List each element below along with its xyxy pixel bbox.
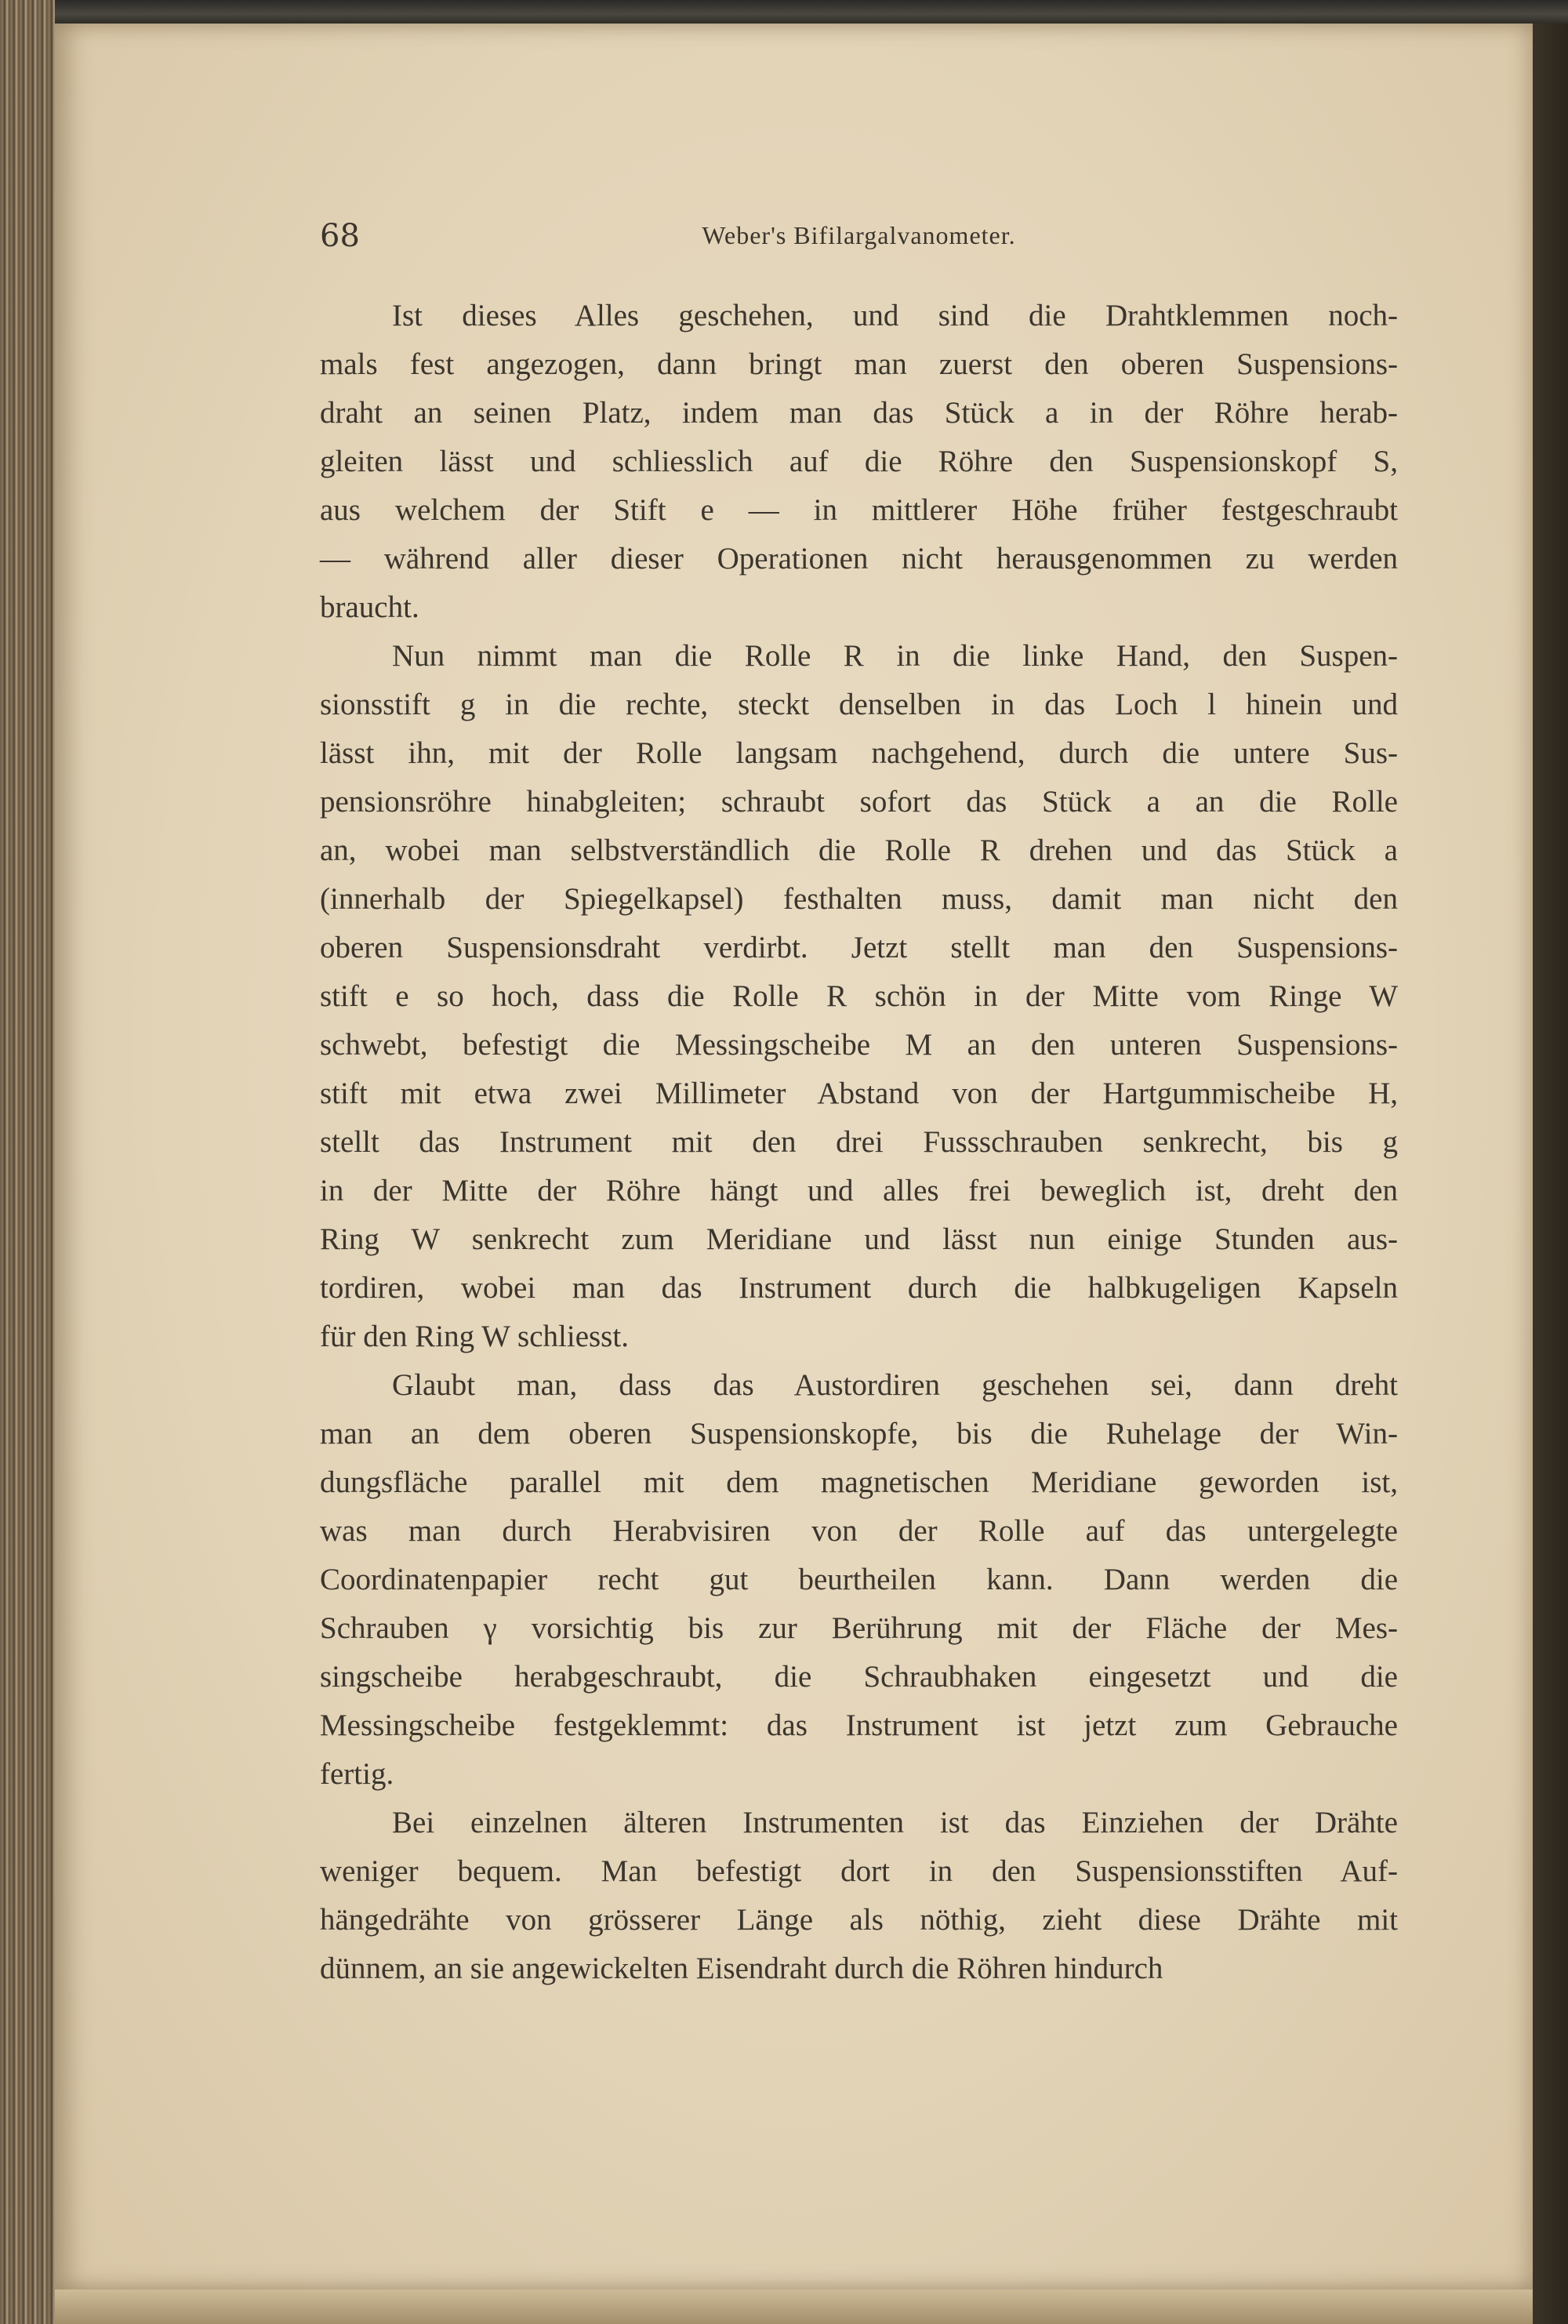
text-line: für den Ring W schliesst. [320,1320,629,1353]
page-header [320,218,1398,265]
text-line: stellt das Instrument mit den drei Fussschrauben senkrecht, bis g [320,1125,1398,1159]
text-line: was man durch Herabvisiren von der Rolle auf das untergelegte [320,1514,1398,1548]
text-line: Ist dieses Alles geschehen, und sind die Drahtklemmen noch- [392,299,1398,332]
text-line: pensionsröhre hinabgleiten; schraubt sofort das Stück a an die Rolle [320,785,1398,819]
text-line: an, wobei man selbstverständlich die Rolle R drehen und das Stück a [320,833,1398,867]
paragraph [320,1361,1398,1799]
text-line: aus welchem der Stift e — in mittlerer Höhe früher festgeschraubt [320,493,1398,527]
text-line: Messingscheibe festgeklemmt: das Instrument ist jetzt zum Gebrauche [320,1709,1398,1742]
body-text [320,292,1398,1993]
book-top-edge [0,0,1568,24]
running-title: Weber's Bifilargalvanometer. [702,221,1016,249]
page-number: 68 [320,218,360,254]
text-line: Ring W senkrecht zum Meridiane und lässt nun einige Stunden aus- [320,1222,1398,1256]
paragraph [320,632,1398,1361]
paragraph [320,292,1398,632]
text-line: stift e so hoch, dass die Rolle R schön in der Mitte vom Ringe W [320,979,1398,1013]
text-line: mals fest angezogen, dann bringt man zuerst den oberen Suspensions- [320,347,1398,381]
text-line: Schrauben γ vorsichtig bis zur Berührung mit der Fläche der Mes- [320,1611,1398,1645]
text-line: tordiren, wobei man das Instrument durch die halbkugeligen Kapseln [320,1271,1398,1305]
page-stack-left-edge [0,0,55,2324]
text-line: man an dem oberen Suspensionskopfe, bis die Ruhelage der Win- [320,1417,1398,1451]
page-bottom-edge [55,2290,1533,2324]
text-line: Coordinatenpapier recht gut beurtheilen kann. Dann werden die [320,1563,1398,1596]
text-line: (innerhalb der Spiegelkapsel) festhalten muss, damit man nicht den [320,882,1398,916]
text-line: hängedrähte von grösserer Länge als nöthig, zieht diese Drähte mit [320,1903,1398,1937]
text-line: oberen Suspensionsdraht verdirbt. Jetzt stellt man den Suspensions- [320,931,1398,964]
text-line: schwebt, befestigt die Messingscheibe M an den unteren Suspensions- [320,1028,1398,1062]
text-line: sionsstift g in die rechte, steckt denselben in das Loch l hinein und [320,688,1398,721]
text-line: dungsfläche parallel mit dem magnetischen Meridiane geworden ist, [320,1465,1398,1499]
text-line: stift mit etwa zwei Millimeter Abstand von der Hartgummischeibe H, [320,1077,1398,1110]
text-line: gleiten lässt und schliesslich auf die Röhre den Suspensionskopf S, [320,445,1398,478]
text-line: — während aller dieser Operationen nicht herausgenommen zu werden [320,542,1398,576]
text-line: in der Mitte der Röhre hängt und alles frei beweglich ist, dreht den [320,1174,1398,1207]
text-line: Nun nimmt man die Rolle R in die linke Hand, den Suspen- [392,639,1398,673]
text-line: Glaubt man, dass das Austordiren geschehen sei, dann dreht [392,1368,1398,1402]
text-line: singscheibe herabgeschraubt, die Schraubhaken eingesetzt und die [320,1660,1398,1694]
paragraph [320,1799,1398,1993]
text-line: Bei einzelnen älteren Instrumenten ist das Einziehen der Drähte [392,1806,1398,1839]
text-line: draht an seinen Platz, indem man das Stück a in der Röhre herab- [320,396,1398,430]
text-line: lässt ihn, mit der Rolle langsam nachgehend, durch die untere Sus- [320,736,1398,770]
text-line: fertig. [320,1757,394,1791]
text-line: braucht. [320,590,419,624]
book-gutter-right [1533,24,1568,2324]
text-line: weniger bequem. Man befestigt dort in den Suspensionsstiften Auf- [320,1854,1398,1888]
text-line: dünnem, an sie angewickelten Eisendraht durch die Röhren hindurch [320,1952,1163,1985]
